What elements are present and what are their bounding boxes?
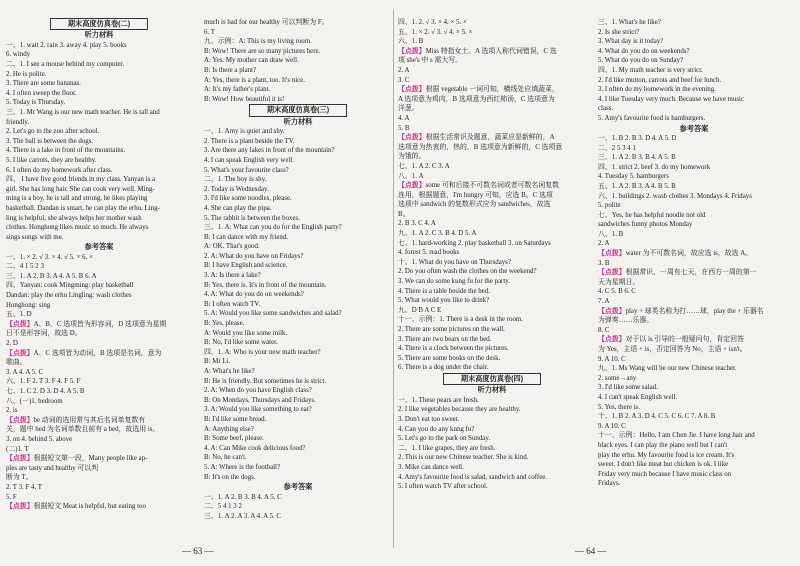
text-line: 5. Today is Thursday. [6, 99, 66, 107]
text-line: 七、Yes, he has helpful noodle not old [598, 211, 706, 219]
text-line: 2. This is our new Chinese teacher. She is kind. [398, 454, 529, 462]
page-right [398, 18, 796, 543]
text-line: 三、1. Mr Wang is our new math teacher. He is tall and [6, 108, 160, 116]
sub-heading: 参考答案 [679, 123, 709, 133]
text-line: sings songs with me. [6, 233, 64, 241]
text-line: 五、1. × 2. √ 3. √ 4. × 5. × [398, 28, 473, 36]
text-line: 3. The ball is between the dogs. [6, 137, 94, 145]
text-line: 七、1. C 2. D 3. D 4. A 5. B [6, 388, 85, 395]
text-line: 二、1. I like grapes, they are fresh. [398, 444, 496, 452]
text-line: 三、1. A 2. A 3. A 4. A 5. C [204, 512, 281, 520]
tip-label: 【点拨】 [6, 503, 34, 511]
text-line: 5. I like carrots, they are healthy. [6, 156, 97, 164]
text-line: 3. A: Is there a lake? [204, 272, 261, 280]
tip-line: 【点拨】A、C 选项皆为动词，B 选项是名词，意为 [6, 349, 162, 357]
text-line: 3. Don't eat too sweet. [398, 415, 460, 423]
text-line: B: Wow! How beautiful it is! [204, 95, 285, 103]
section-title [398, 373, 586, 385]
tip-line: 【点拨】be 动词的选用常与其后名词单复数有 [6, 416, 146, 424]
text-line: 4. I like Tuesday very much. Because we have music [598, 95, 745, 103]
text-line: 4. Tuesday 5. hamburgers [598, 173, 669, 181]
text-line: A: It's my father's plant. [204, 86, 271, 94]
text-line: 二、5 4 1 3 2 [204, 503, 242, 511]
text-line: 2. A: What do you have on Fridays? [204, 252, 304, 260]
text-line: 5. Yes, there is. [598, 403, 640, 411]
text-line: B: It's on the dogs. [204, 473, 256, 481]
section-title-text: 期末高度仿真卷(二) [50, 18, 148, 30]
text-line: 7. A [598, 298, 610, 306]
text-line: black eyes. I can play the piano well but I can't [598, 441, 728, 449]
text-line: 5. A: Would you like some sandwiches and salad? [204, 310, 342, 318]
text-line: 九、示例：A: This is my living room. [204, 38, 312, 46]
text-line: 5. I often watch TV after school. [398, 483, 488, 491]
text-line: 4. There is a lake in front of the mountains. [6, 147, 126, 155]
text-line: A: Anything else? [204, 425, 254, 433]
text-line: 为 Yes，主语 + is，否定回答为 No，主语 + isn't。 [598, 346, 747, 353]
text-line: B: Is there a plant? [204, 66, 257, 74]
text-line: 4. She can play the pipa. [204, 204, 272, 212]
text-line: 四、 I have five good friends in my class. Yanyan is a [6, 176, 156, 184]
text-line: 四、1. My math teacher is very strict. [598, 66, 703, 74]
text-line: 十一、示例：Hello, I am Chen Jie. I have long hair and [598, 432, 755, 440]
tip-label: 【点拨】 [598, 250, 626, 258]
text-line: 4. I often sweep the floor. [6, 89, 77, 97]
text-line: ples are tasty and healthy 可以判 [6, 464, 99, 472]
text-line: 4. C 5. B 6. C [598, 288, 636, 296]
text-line: much is bad for our healthy 可以判断为 F。 [204, 19, 329, 26]
tip-line: 【点拨】water 为不可数名词，故应选 is，故选 A。 [598, 250, 753, 258]
text-line: 二、1. The boy is shy. [204, 176, 267, 184]
tip-line: 【点拨】对于以 is 引导的一般疑问句，肯定回答 [598, 336, 744, 344]
text-line: 5. What's your favourite class? [204, 166, 289, 174]
text-line: B: I often watch TV. [204, 300, 261, 308]
text-line: 为弹奏……乐器。 [598, 317, 654, 325]
text-line: 6. windy [6, 51, 31, 59]
text-line: 2. T 3. F 4. T [6, 483, 42, 491]
text-line: 八、(一)1. bedroom [6, 397, 63, 405]
text-line: 六、1. buildings 2. wash clothes 3. Mondays 4. Fridays [598, 192, 752, 200]
text-line: 5. B [398, 124, 410, 132]
text-line: 2. There are some pictures on the wall. [398, 326, 505, 333]
text-line: 三、1. What's he like? [598, 19, 661, 26]
text-line: 4. I can speak English very well. [204, 156, 294, 164]
text-line: (二)1. T [6, 445, 29, 453]
text-line: B。 [398, 210, 410, 218]
page-divider [393, 10, 394, 548]
text-line: 一、1. wait 2. rain 3. away 4. play 5. books [6, 41, 127, 49]
text-line: 3. I often do my homework in the evening. [598, 86, 716, 94]
text-line: 2. I like vegetables because they are healthy. [398, 406, 521, 414]
tip-label: 【点拨】 [598, 269, 626, 277]
text-line: 四、1. 2. √ 3. × 4. × 5. × [398, 19, 467, 26]
text-line: B: No, he can't. [204, 454, 247, 462]
text-line: 6. There is a dog under the chair. [398, 364, 489, 372]
text-line: 七、1. A 2. C 3. A [398, 162, 450, 170]
text-line: B: I'd like some bread. [204, 415, 267, 423]
page-number-left: — 63 — [182, 546, 214, 556]
text-line: ling is helpful, she always helps her mother wash [6, 214, 142, 222]
text-line: 5. polite [598, 202, 621, 210]
text-line: 四、Yanyan: cook Mingming: play basketball [6, 282, 134, 290]
text-line: 九、1. Ms Wang will be our new Chinese teacher. [598, 365, 737, 373]
text-line: A: Yes, there is a plant, too. It's nice. [204, 76, 305, 84]
text-line: girl. She has long hair. She can cook very well. Ming- [6, 185, 155, 193]
text-line: 三、1. A: What can you do for the English party? [204, 224, 342, 232]
text-line: 4. There is a table beside the bed. [398, 287, 490, 295]
text-line: 3. A: Would you like something to eat? [204, 406, 312, 414]
tip-label: 【点拨】 [398, 182, 426, 190]
text-line: B: I can dance with my friend. [204, 233, 288, 241]
text-line: 2. Let's go to the zoo after school. [6, 128, 100, 136]
page-left [6, 18, 390, 543]
text-line: 4. I can't speak English well. [598, 393, 678, 401]
text-line: 一、1. A 2. B 3. B 4. A 5. C [204, 493, 282, 501]
text-line: 5. Let's go to the park on Sunday. [398, 435, 491, 443]
tip-label: 【点拨】 [6, 416, 34, 424]
section-title [204, 104, 392, 116]
text-line: 选项意为热衷的，热的，B 选项意为新鲜的，C 选项意 [398, 143, 563, 151]
tip-label: 【点拨】 [6, 349, 34, 357]
text-line: 2. is [6, 407, 18, 415]
tip-line: 【点拨】some 可和后接不可数名词或者可数名词复数 [398, 182, 559, 190]
tip-line: 【点拨】A、B、C 选项皆为形容词，D 选项意为星期 [6, 320, 167, 328]
text-line: 4. A: Can Mike cook delicious food? [204, 444, 306, 452]
text-line: Dandan: play the erhu Lingling: wash clothes [6, 292, 132, 300]
text-line: 一、1. Amy is quiet and shy. [204, 128, 285, 136]
tip-line: 【点拨】根据短文 Meat is helpful, but eating too [6, 503, 146, 511]
text-line: 5. What would you like to drink? [398, 297, 490, 305]
text-line: sweet. I don't like meat but chicken is ok. I like [598, 461, 729, 469]
text-line: 4. Can you do any kung fu? [398, 425, 475, 433]
text-line: 2. Is she strict? [598, 28, 640, 36]
text-line: 5. There are some books on the desk. [398, 354, 501, 362]
text-line: 4. A [398, 114, 410, 122]
text-line: A 选项意为鸡肉，B 选项意为西红柿汤，C 选项意为 [398, 95, 555, 103]
text-line: 二、4 1 5 2 3 [6, 263, 44, 271]
text-line: 连用，根据题意，I'm hungry 可知，应选 B。C 选项 [398, 191, 553, 199]
text-line: 5. Amy's favourite food is hamburgers. [598, 114, 706, 122]
text-line: 2. He is polite. [6, 70, 47, 78]
tip-label: 【点拨】 [598, 336, 626, 344]
text-line: 十、1. B 2. A 3. D 4. C 5. C 6. C 7. A 8. B [598, 413, 716, 421]
text-line: 五、1. D [6, 311, 32, 319]
sub-heading: 听力材料 [84, 30, 114, 40]
text-line: B: Wow! There are so many pictures here. [204, 47, 321, 55]
text-line: 四、1. strict 2. beef 3. do my homework [598, 163, 711, 171]
text-line: Friday very much because I have music class on [598, 470, 732, 478]
text-line: 4. forest 5. read books [398, 249, 460, 257]
text-line: 天为星期日。 [598, 278, 640, 286]
text-line: 6. T [204, 28, 215, 36]
section-title [6, 18, 192, 30]
text-line: 十一、示例：1. There is a desk in the room. [398, 316, 523, 324]
text-line: 九、D B A C E [398, 306, 442, 314]
tip-line: 【点拨】根据 vegetable 一词可知，横线处应填蔬菜， [398, 86, 559, 94]
tip-label: 【点拨】 [398, 134, 426, 142]
text-line: ming is a boy, he is tall and strong, he likes playing [6, 195, 148, 203]
text-line: B: Some beef, please. [204, 435, 264, 443]
text-line: B: Yes, there is. It's in front of the mountain. [204, 281, 327, 289]
text-line: B: Yes, please. [204, 320, 245, 328]
text-line: 2. some→any [598, 374, 637, 382]
text-line: B: On Mondays, Thursdays and Fridays. [204, 396, 316, 404]
text-line: Fridays. [598, 480, 621, 488]
text-line: Honghong: sing [6, 301, 51, 309]
text-line: 4. A: What do you do on weekends? [204, 291, 304, 299]
text-line: 六、1. F 2. T 3. F 4. F 5. F [6, 378, 81, 386]
text-line: 3. A 4. A 5. C [6, 368, 44, 376]
text-line: 五、1. A 2. B 3. A 4. B 5. B [598, 182, 676, 190]
text-line: B: No, I'd like some water. [204, 339, 278, 347]
text-line: 2. I'd like mutton, carrots and beef for lunch. [598, 76, 722, 84]
sub-heading: 听力材料 [283, 116, 313, 126]
text-line: 2. Today is Wednesday. [204, 185, 269, 193]
text-line: 关，题中 bed 为名词单数且前有 a bed，故选用 is。 [6, 426, 160, 434]
column-2 [204, 18, 392, 521]
text-line: 3. I'd like some noodles, please. [204, 195, 292, 203]
text-line: 一、1. × 2. √ 3. × 4. √ 5. × 6. × [6, 253, 93, 261]
text-line: 3. Are there any lakes in front of the mountain? [204, 147, 335, 155]
text-line: 2. Do you often wash the clothes on the weekend? [398, 268, 537, 276]
text-line: 项 she's 中 s 需大写。 [398, 57, 463, 65]
text-line: 四、1. A: Who is your new math teacher? [204, 348, 321, 356]
column-4 [598, 18, 790, 489]
tip-label: 【点拨】 [598, 307, 626, 315]
text-line: 三、1. A 2. B 3. A 4. A 5. B 6. A [6, 272, 97, 280]
tip-label: 【点拨】 [398, 86, 426, 94]
text-line: 八、1. B [598, 230, 624, 238]
text-line: 5. F [6, 493, 17, 501]
text-line: 4. There is a clock between the pictures. [398, 345, 509, 353]
text-line: sandwiches funny photos Monday [598, 221, 693, 229]
text-line: 日不是形容词，故选 D。 [6, 330, 82, 338]
text-line: play the erhu. My favourite food is ice cream. It's [598, 451, 735, 459]
text-line: 3. I'd like some salad. [598, 384, 658, 392]
section-title-text: 期末高度仿真卷(三) [249, 104, 347, 116]
tip-line: 【点拨】play + 球类名称为打……球，play the + 乐器名 [598, 307, 764, 315]
text-line: 3. C [398, 76, 410, 84]
text-line: 六、1. B [398, 38, 424, 46]
text-line: 为饿的。 [398, 153, 426, 161]
text-line: 3. There are some bananas. [6, 80, 81, 88]
text-line: class. [598, 105, 614, 113]
text-line: 2. B 3. C 4. A [398, 220, 436, 228]
column-3 [398, 18, 586, 492]
tip-label: 【点拨】 [6, 320, 34, 328]
text-line: 3. Mike can dance well. [398, 463, 464, 471]
column-1 [6, 18, 192, 512]
text-line: 歌曲。 [6, 359, 27, 367]
text-line: 八、1. A [398, 172, 424, 180]
text-line: 5. The rabbit is between the boxes. [204, 214, 300, 222]
text-line: 3. We can do some kung fu for the party. [398, 278, 510, 286]
tip-label: 【点拨】 [6, 455, 34, 463]
text-line: 一、1. These pears are fresh. [398, 396, 479, 404]
text-line: 3. There are two bears on the bed. [398, 335, 492, 343]
text-line: 2. A [598, 240, 610, 248]
text-line: 2. D [6, 340, 18, 348]
tip-line: 【点拨】根据常识，一周有七天，在西方一周的第一 [598, 269, 757, 277]
text-line: 2. A: When do you have English class? [204, 387, 312, 395]
text-line: 七、1. hard-working 2. play basketball 3. on Saturdays [398, 239, 551, 247]
text-line: B: He is friendly. But sometimes he is strict. [204, 377, 327, 385]
text-line: B: Mr Li. [204, 358, 231, 366]
text-line: basketball. Dandan is smart, he can play the erhu. Ling- [6, 204, 160, 212]
text-line: 三、1. A 2. B 3. B 4. A 5. B [598, 154, 676, 162]
text-line: 二、2 5 3 4 1 [598, 144, 636, 152]
text-line: 3. B [598, 259, 610, 267]
text-line: 5. A: Where is the football? [204, 463, 281, 471]
sub-heading: 参考答案 [283, 482, 313, 492]
text-line: A: OK. That's good. [204, 243, 260, 251]
text-line: 3. What day is it today? [598, 38, 664, 46]
text-line: friendly. [6, 118, 30, 126]
tip-label: 【点拨】 [398, 47, 426, 55]
text-line: clothes. Honghong likes music so much. He always [6, 224, 149, 232]
text-line: 4. What do you do on weekends? [598, 47, 690, 55]
page-number-right: — 64 — [575, 546, 607, 556]
section-title-text: 期末高度仿真卷(四) [443, 373, 541, 385]
text-line: 二、1. I see a mouse behind my computer. [6, 61, 125, 68]
text-line: 5. What do you do on Sunday? [598, 57, 684, 65]
text-line: 6. I often do my homework after class. [6, 166, 113, 174]
tip-line: 【点拨】根据短文第一段，Many people like ap- [6, 455, 148, 463]
text-line: 3. on 4. behind 5. above [6, 435, 73, 443]
sub-heading: 参考答案 [84, 242, 114, 252]
sub-heading: 听力材料 [477, 385, 507, 395]
text-line: 断为 T。 [6, 474, 33, 482]
text-line: 4. Amy's favourite food is salad, sandwich and coffee. [398, 473, 548, 481]
text-line: B: I have English and science. [204, 262, 288, 270]
text-line: 选项中 sandwich 的复数形式应为 sandwiches，故选 [398, 201, 551, 209]
text-line: 九、1. A 2. C 3. B 4. D 5. A [398, 230, 477, 238]
text-line: 9. A 10. C [598, 355, 626, 363]
text-line: A: Would you like some milk. [204, 329, 288, 337]
text-line: 8. C [598, 326, 610, 334]
text-line: 十、1. What do you have on Thursdays? [398, 258, 511, 266]
tip-line: 【点拨】Miss 特指女士。A 选项人称代词错误，C 选 [398, 47, 557, 55]
text-line: 2. There is a plant beside the TV. [204, 137, 295, 145]
text-line: A: What's he like? [204, 368, 255, 375]
text-line: 洋葱。 [398, 105, 419, 113]
text-line: 一、1. B 2. B 3. D 4. A 5. D [598, 134, 677, 142]
tip-line: 【点拨】根据生活常识及题意，蔬菜应是新鲜的，A [398, 134, 555, 142]
text-line: 2. A [398, 66, 410, 74]
text-line: A: Yes. My mother can draw well. [204, 57, 299, 65]
text-line: 9. A 10. C [598, 422, 626, 430]
